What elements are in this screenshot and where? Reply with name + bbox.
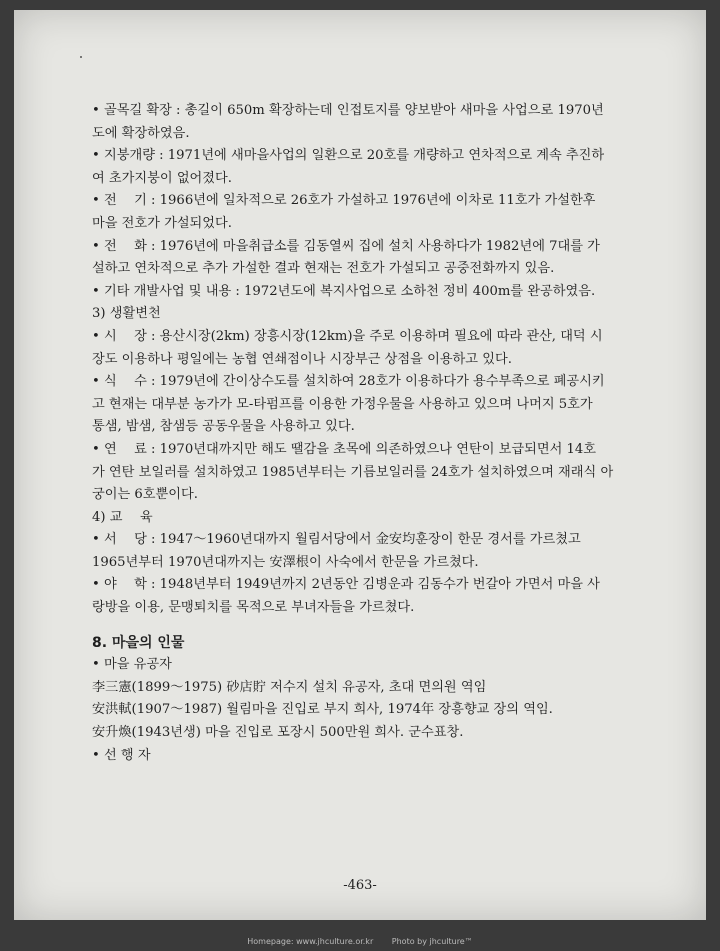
- text-line: • 연 료 : 1970년대까지만 해도 땔감을 초목에 의존하였으나 연탄이 보급되면서 14호: [92, 441, 597, 457]
- photo-credit: Photo by jhculture™: [391, 937, 473, 946]
- text-line: • 골목길 확장 : 총길이 650m 확장하는데 인접토지를 양보받아 새마을 사업으로 1970년: [92, 103, 604, 118]
- text-line: 李三憲(1899～1975) 砂店貯 저수지 설치 유공자, 초대 면의원 역임: [92, 679, 487, 695]
- text-line: • 서 당 : 1947～1960년대까지 월림서당에서 金安均훈장이 한문 경서를 가르쳤고: [92, 532, 581, 548]
- text-line: • 지붕개량 : 1971년에 새마을사업의 일환으로 20호를 개량하고 연차적으로 계속 추진하: [92, 148, 605, 164]
- text-line: • 선 행 자: [92, 747, 151, 763]
- speck: [80, 56, 82, 58]
- text-line: 궁이는 6호뿐이다.: [92, 487, 198, 503]
- text-line: • 마을 유공자: [92, 657, 172, 673]
- text-line: 도에 확장하였음.: [92, 125, 190, 141]
- photo-footer: [0, 932, 720, 951]
- text-line: 여 초가지붕이 없어졌다.: [92, 170, 232, 186]
- section-heading: 8. 마을의 인물: [92, 634, 185, 651]
- text-line: 安升煥(1943년생) 마을 진입로 포장시 500만원 희사. 군수표창.: [92, 725, 464, 741]
- homepage-credit: Homepage: www.jhculture.or.kr: [247, 937, 374, 946]
- text-line: • 야 학 : 1948년부터 1949년까지 2년동안 김병운과 김동수가 번갈아 가면서 마을 사: [92, 577, 600, 593]
- text-line: • 기타 개발사업 및 내용 : 1972년도에 복지사업으로 소하천 정비 400m를 완공하였음.: [92, 283, 596, 299]
- text-line: • 시 장 : 용산시장(2km) 장흥시장(12km)을 주로 이용하며 필요에 따라 관산, 대덕 시: [92, 328, 603, 344]
- text-line: 마을 전호가 가설되었다.: [92, 215, 232, 231]
- text-line: 고 현재는 대부분 농가가 모-타펌프를 이용한 가정우물을 사용하고 있으며 나머지 5호가: [92, 396, 593, 412]
- page-number: -463-: [343, 878, 377, 893]
- document-page: [14, 10, 706, 920]
- text-line: 가 연탄 보일러를 설치하였고 1985년부터는 기름보일러를 24호가 설치하였으며 재래식 아: [92, 464, 614, 480]
- subsection-title: 3) 생활변천: [92, 306, 161, 322]
- text-line: 1965년부터 1970년대까지는 安澤根이 사숙에서 한문을 가르쳤다.: [92, 554, 479, 570]
- subsection-title: 4) 교 육: [92, 509, 153, 525]
- body-text: [92, 100, 652, 767]
- text-line: 安洪軾(1907～1987) 월림마을 진입로 부지 희사, 1974年 장흥향교 장의 역임.: [92, 702, 553, 718]
- text-line: 통샘, 밤샘, 참샘등 공동우물을 사용하고 있다.: [92, 419, 355, 435]
- text-line: 설하고 연차적으로 추가 가설한 결과 현재는 전호가 가설되고 공중전화까지 있음.: [92, 261, 555, 277]
- text-line: 장도 이용하나 평일에는 농협 연쇄점이나 시장부근 상점을 이용하고 있다.: [92, 351, 512, 367]
- text-line: • 식 수 : 1979년에 간이상수도를 설치하여 28호가 이용하다가 용수부족으로 폐공시키: [92, 374, 605, 390]
- text-line: • 전 기 : 1966년에 일차적으로 26호가 가설하고 1976년에 이차로 11호가 가설한후: [92, 193, 596, 209]
- text-line: • 전 화 : 1976년에 마을취급소를 김동열씨 집에 설치 사용하다가 1982년에 7대를 가: [92, 238, 600, 254]
- text-line: 랑방을 이용, 문맹퇴치를 목적으로 부녀자들을 가르쳤다.: [92, 600, 415, 616]
